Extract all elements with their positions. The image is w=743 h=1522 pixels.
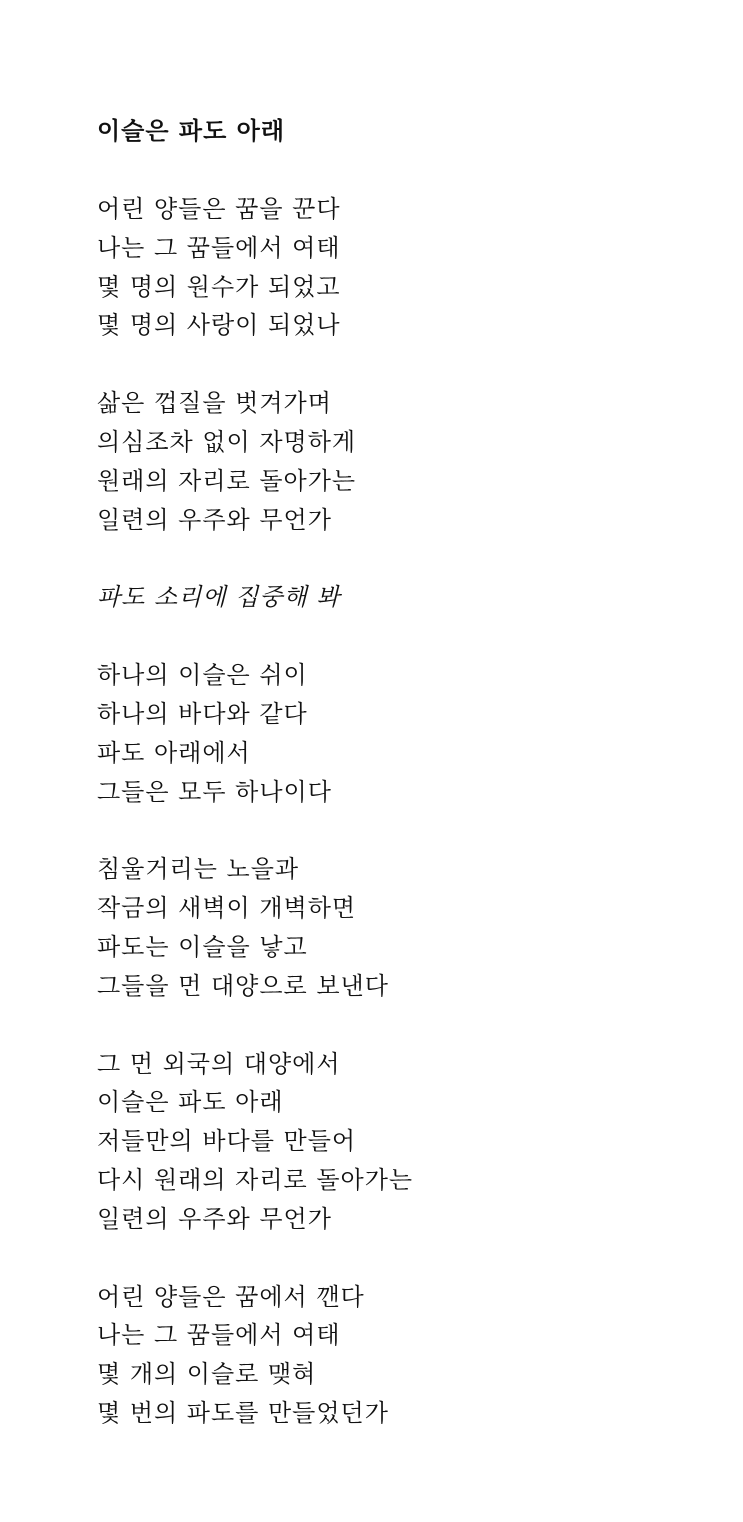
poem-line: 몇 개의 이슬로 맺혀 — [97, 1360, 317, 1389]
poem-line: 일련의 우주와 무언가 — [97, 1204, 332, 1233]
stanza-2 — [97, 384, 717, 539]
poem-line: 나는 그 꿈들에서 여태 — [97, 1321, 341, 1350]
poem-line-italic: 파도 소리에 집중해 봐 — [97, 583, 341, 612]
poem-line: 삶은 껍질을 벗겨가며 — [97, 389, 332, 418]
stanza-6 — [97, 1045, 717, 1239]
poem-line: 원래의 자리로 돌아가는 — [97, 466, 357, 495]
poem-line: 하나의 이슬은 쉬이 — [97, 661, 308, 690]
poem-line: 작금의 새벽이 개벽하면 — [97, 894, 357, 923]
poem-line: 저들만의 바다를 만들어 — [97, 1127, 357, 1156]
stanza-7 — [97, 1278, 717, 1433]
poem-line: 몇 번의 파도를 만들었던가 — [97, 1398, 389, 1427]
poem-line: 파도 아래에서 — [97, 738, 251, 767]
poem-title: 이슬은 파도 아래 — [97, 117, 285, 145]
poem-line: 의심조차 없이 자명하게 — [97, 427, 357, 456]
poem-line: 다시 원래의 자리로 돌아가는 — [97, 1165, 414, 1194]
poem-line: 하나의 바다와 같다 — [97, 699, 308, 728]
stanza-3-refrain — [97, 578, 717, 617]
stanza-1 — [97, 190, 717, 345]
poem-line: 그 먼 외국의 대양에서 — [97, 1049, 341, 1078]
poem-line: 일련의 우주와 무언가 — [97, 505, 332, 534]
poem-line: 몇 명의 원수가 되었고 — [97, 272, 341, 301]
poem-line: 이슬은 파도 아래 — [97, 1088, 284, 1117]
stanza-5 — [97, 850, 717, 1005]
poem-line: 어린 양들은 꿈을 꾼다 — [97, 195, 341, 223]
poem-line: 그들을 먼 대양으로 보낸다 — [97, 971, 389, 1000]
poem — [97, 112, 717, 1433]
poem-line: 파도는 이슬을 낳고 — [97, 932, 308, 961]
poem-line: 나는 그 꿈들에서 여태 — [97, 233, 341, 262]
poem-line: 그들은 모두 하나이다 — [97, 777, 332, 806]
poem-line: 어린 양들은 꿈에서 깬다 — [97, 1282, 365, 1311]
poem-line: 몇 명의 사랑이 되었나 — [97, 311, 341, 340]
stanza-4 — [97, 656, 717, 811]
poem-line: 침울거리는 노을과 — [97, 855, 300, 884]
